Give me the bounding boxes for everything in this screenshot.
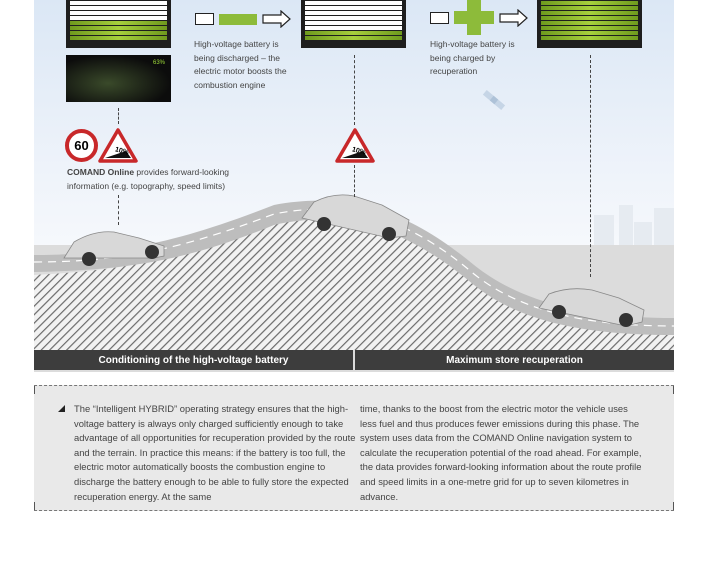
battery-cell: [305, 31, 402, 35]
battery-cell: [541, 16, 638, 20]
car-display-image: [66, 55, 171, 102]
hybrid-diagram: [34, 0, 674, 372]
battery-hilltop: [301, 0, 406, 48]
battery-cell: [305, 21, 402, 25]
comand-desc: provides forward-looking information (e.g. topography, speed limits): [67, 167, 230, 191]
battery-valley: [537, 0, 642, 48]
battery-cell: [70, 1, 167, 5]
battery-cell: [70, 11, 167, 15]
battery-cell: [70, 31, 167, 35]
speed-limit-value: 60: [74, 138, 89, 153]
discharge-caption: High-voltage battery is being discharged – the electric motor boosts the combustion engine: [194, 39, 287, 90]
bullet-triangle-icon: [58, 405, 66, 413]
battery-cell: [541, 31, 638, 35]
battery-cell: [305, 36, 402, 40]
satellite-icon: [483, 90, 505, 110]
battery-cell: [305, 11, 402, 15]
description-box: [34, 385, 674, 511]
battery-cell: [70, 16, 167, 20]
comand-name: COMAND Online: [67, 167, 135, 177]
description-col-1: The “Intelligent HYBRID” operating strategy ensures that the high-voltage battery is always only charged sufficiently enough to take advantage of all opportunities for recuperation provided by the route and the terrain. In practice this means: if the battery is too full, the electric motor automatically boosts the combustion engine to discharge the battery enough to be able to fully store the expected recuperation energy. At the same: [74, 403, 356, 502]
battery-cell: [305, 6, 402, 10]
comand-caption: [67, 166, 237, 193]
battery-cell: [70, 6, 167, 10]
battery-cell: [305, 16, 402, 20]
description-col-2: time, thanks to the boost from the electric motor the vehicle uses less fuel and thus produces fewer emissions during this phase. The system uses data from the COMAND Online navigation system to calculate the recuperation potential of the road ahead. For example, the data provides forward-looking information about the route profile and speed limits in a one-metre grid for up to seven kilometres in advance.: [360, 403, 642, 502]
battery-cell: [541, 1, 638, 5]
battery-cell: [541, 11, 638, 15]
gradient-sign-1: [98, 128, 138, 163]
phase-label-conditioning: Conditioning of the high-voltage battery: [34, 350, 353, 370]
battery-cell: [541, 26, 638, 30]
battery-cell: [305, 26, 402, 30]
svg-text:10%: 10%: [351, 146, 367, 157]
speed-limit-sign: [65, 129, 98, 162]
battery-cell: [70, 26, 167, 30]
skyline: [594, 205, 674, 245]
battery-cell: [541, 36, 638, 40]
phase-label-recuperation: Maximum store recuperation: [355, 350, 674, 370]
discharge-icon: [195, 10, 292, 28]
charge-caption: High-voltage battery is being charged by recuperation: [430, 39, 515, 76]
battery-start: [66, 0, 171, 48]
battery-cell: [70, 36, 167, 40]
battery-cell: [541, 6, 638, 10]
charge-icon: [430, 0, 529, 35]
svg-text:10%: 10%: [114, 146, 130, 157]
gradient-sign-2: [335, 128, 375, 163]
battery-cell: [305, 1, 402, 5]
display-badge: 63%: [152, 60, 165, 66]
battery-cell: [70, 21, 167, 25]
battery-cell: [541, 21, 638, 25]
